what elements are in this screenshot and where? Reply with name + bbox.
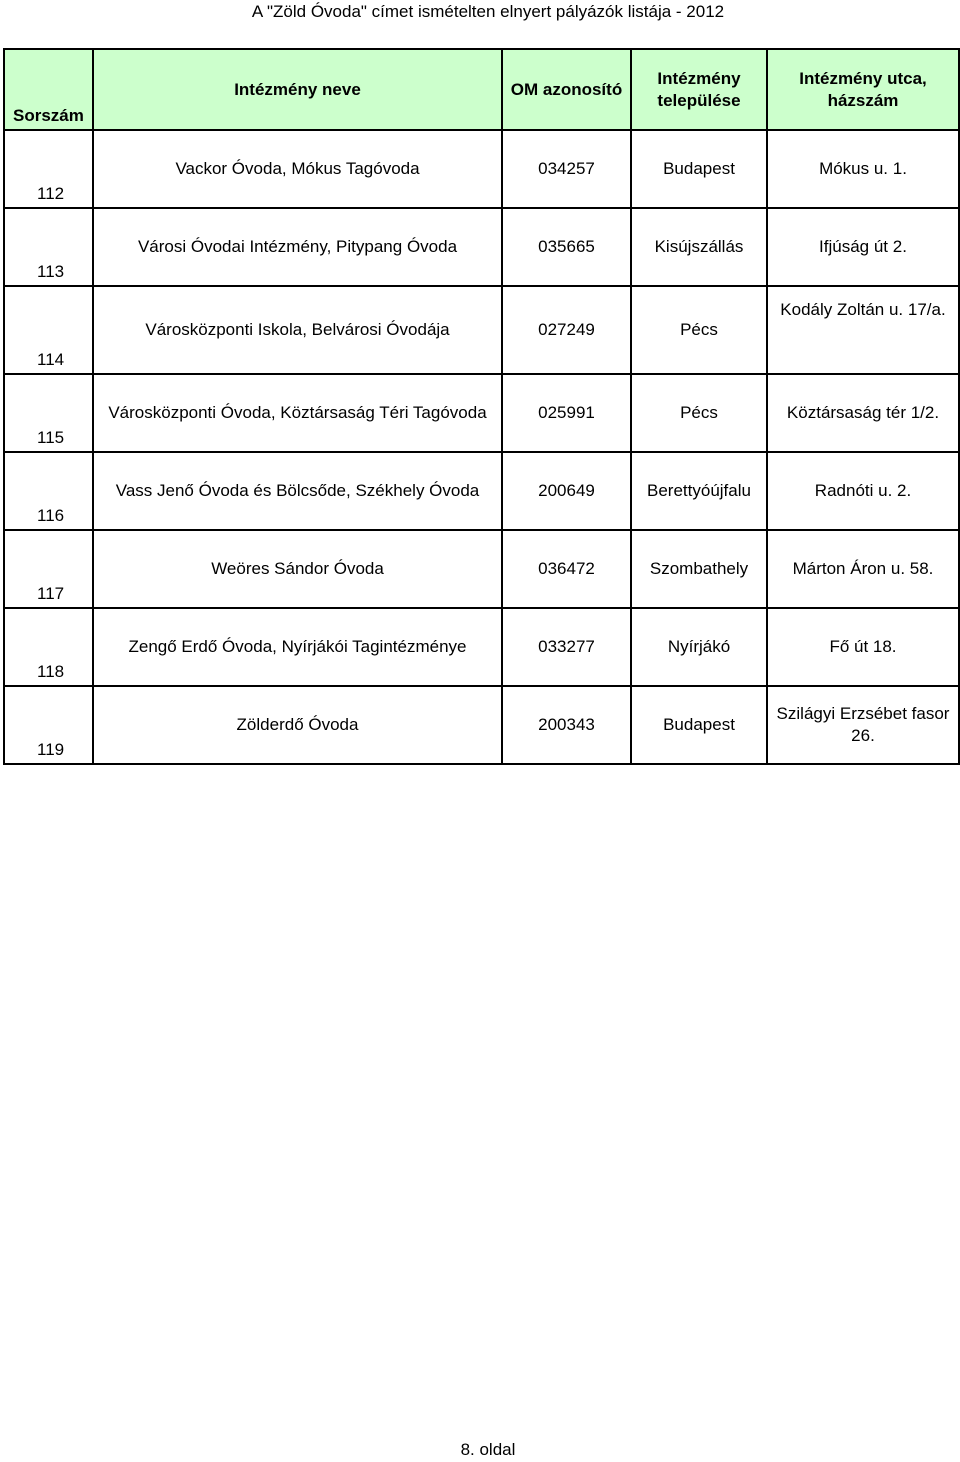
table-row xyxy=(4,452,959,530)
row-nev: Városközponti Óvoda, Köztársaság Téri Tagóvoda xyxy=(93,374,502,452)
row-sorszam: 118 xyxy=(4,608,93,686)
header-om-azonosito: OM azonosító xyxy=(502,49,631,130)
row-nev: Zengő Erdő Óvoda, Nyírjákói Tagintézménye xyxy=(93,608,502,686)
row-sorszam: 116 xyxy=(4,452,93,530)
table-row xyxy=(4,530,959,608)
row-sorszam: 113 xyxy=(4,208,93,286)
table-row xyxy=(4,374,959,452)
row-utca: Mókus u. 1. xyxy=(767,130,959,208)
row-om: 200649 xyxy=(502,452,631,530)
row-om: 035665 xyxy=(502,208,631,286)
row-telepules: Berettyóújfalu xyxy=(631,452,767,530)
row-om: 033277 xyxy=(502,608,631,686)
table-row xyxy=(4,130,959,208)
row-utca: Fő út 18. xyxy=(767,608,959,686)
row-telepules: Budapest xyxy=(631,686,767,764)
row-sorszam: 114 xyxy=(4,286,93,374)
row-om: 034257 xyxy=(502,130,631,208)
row-utca: Szilágyi Erzsébet fasor 26. xyxy=(767,686,959,764)
row-telepules: Kisújszállás xyxy=(631,208,767,286)
header-telepules: Intézmény települése xyxy=(631,49,767,130)
header-intezmeny-neve: Intézmény neve xyxy=(93,49,502,130)
header-utca-hazszam: Intézmény utca, házszám xyxy=(767,49,959,130)
row-nev: Városi Óvodai Intézmény, Pitypang Óvoda xyxy=(93,208,502,286)
row-nev: Vackor Óvoda, Mókus Tagóvoda xyxy=(93,130,502,208)
row-sorszam: 115 xyxy=(4,374,93,452)
applicants-table xyxy=(3,48,960,765)
row-utca: Radnóti u. 2. xyxy=(767,452,959,530)
row-telepules: Pécs xyxy=(631,286,767,374)
row-utca: Márton Áron u. 58. xyxy=(767,530,959,608)
row-nev: Zölderdő Óvoda xyxy=(93,686,502,764)
row-om: 200343 xyxy=(502,686,631,764)
table-row xyxy=(4,686,959,764)
page-number: 8. oldal xyxy=(460,1440,516,1459)
row-sorszam: 119 xyxy=(4,686,93,764)
table-row xyxy=(4,208,959,286)
row-telepules: Nyírjákó xyxy=(631,608,767,686)
row-utca: Ifjúság út 2. xyxy=(767,208,959,286)
table-row xyxy=(4,608,959,686)
row-nev: Weöres Sándor Óvoda xyxy=(93,530,502,608)
row-om: 027249 xyxy=(502,286,631,374)
row-nev: Vass Jenő Óvoda és Bölcsőde, Székhely Óvoda xyxy=(93,452,502,530)
row-telepules: Pécs xyxy=(631,374,767,452)
row-telepules: Szombathely xyxy=(631,530,767,608)
header-sorszam: Sorszám xyxy=(4,49,93,130)
row-om: 025991 xyxy=(502,374,631,452)
row-utca: Köztársaság tér 1/2. xyxy=(767,374,959,452)
page-title: A "Zöld Óvoda" címet ismételten elnyert pályázók listája - 2012 xyxy=(251,2,725,21)
row-sorszam: 112 xyxy=(4,130,93,208)
row-om: 036472 xyxy=(502,530,631,608)
row-sorszam: 117 xyxy=(4,530,93,608)
row-telepules: Budapest xyxy=(631,130,767,208)
table-row xyxy=(4,286,959,374)
row-nev: Városközponti Iskola, Belvárosi Óvodája xyxy=(93,286,502,374)
table-header-row xyxy=(4,49,959,130)
row-utca: Kodály Zoltán u. 17/a. xyxy=(767,286,959,374)
